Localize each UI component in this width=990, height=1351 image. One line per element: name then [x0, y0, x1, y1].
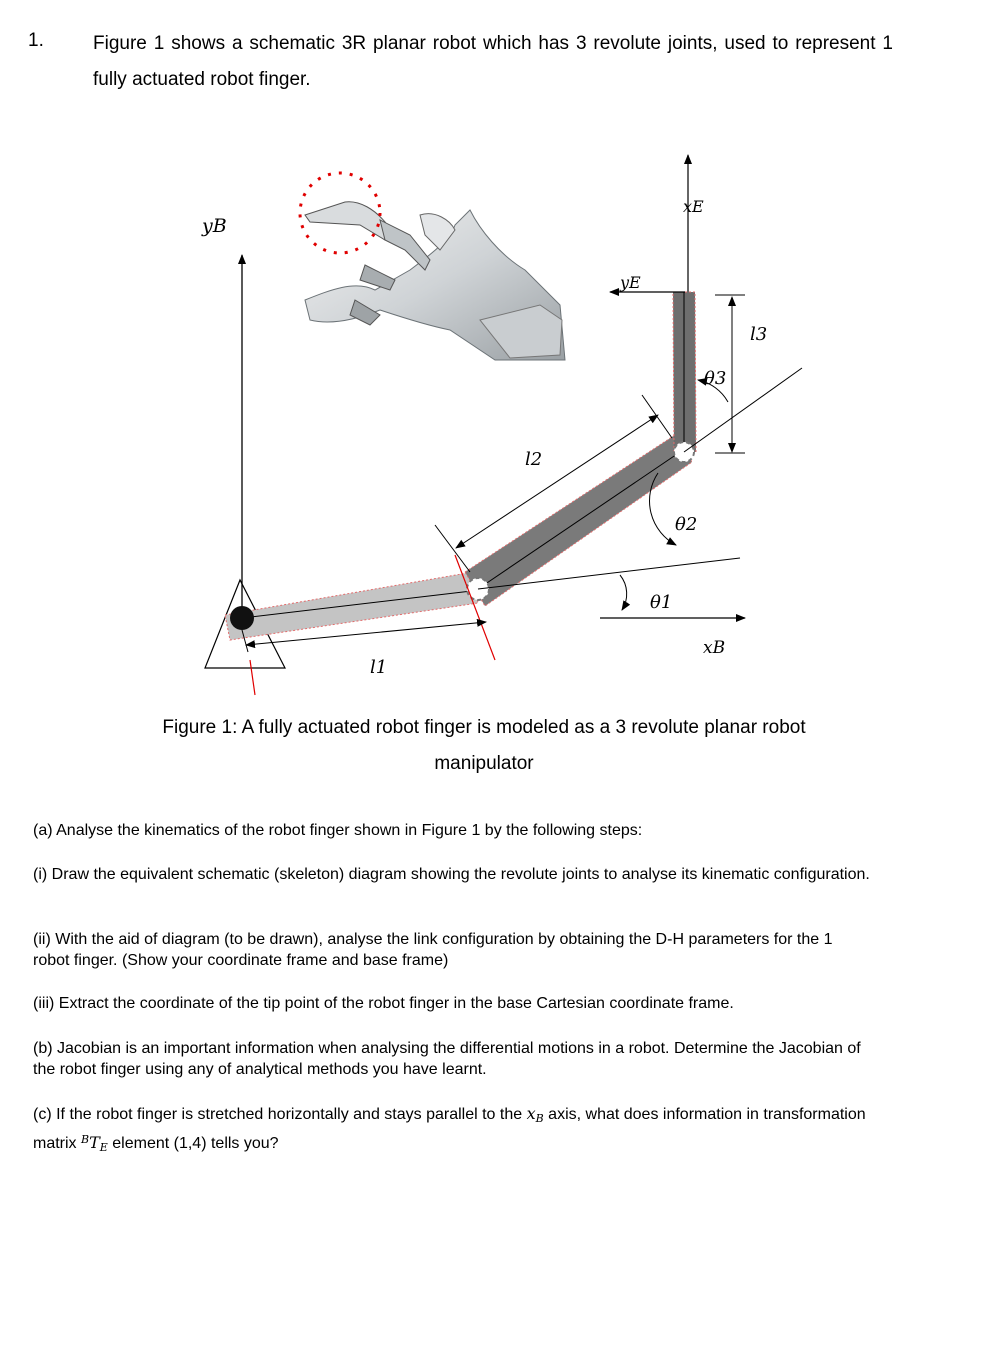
figure-1	[180, 140, 820, 700]
BTE-symbol: $^BT_E$	[81, 1133, 108, 1154]
robot-finger-diagram	[180, 140, 820, 700]
part-c-text-1: (c) If the robot finger is stretched horizontally and stays parallel to the	[33, 1106, 523, 1123]
label-l1: l1	[370, 657, 388, 678]
label-theta1: θ1	[650, 592, 673, 613]
theta1-arc	[620, 575, 627, 610]
label-yE: yE	[620, 273, 641, 292]
part-c-text-3: element (1,4) tells you?	[112, 1135, 279, 1152]
label-yB: yB	[202, 215, 227, 237]
part-a-i: (i) Draw the equivalent schematic (skeleton) diagram showing the revolute joints to analyse its kinematic configuration.	[33, 866, 870, 883]
part-a-iii: (iii) Extract the coordinate of the tip point of the robot finger in the base Cartesian coordinate frame.	[33, 995, 734, 1012]
part-c-text-2: axis, what does information in transformation matrix	[33, 1106, 866, 1152]
figure-caption: Figure 1: A fully actuated robot finger is modeled as a 3 revolute planar robot manipulator	[162, 717, 806, 774]
part-b: (b) Jacobian is an important information when analysing the differential motions in a robot. Determine the Jacobian of the robot finger using any of analytical methods you have learnt.	[33, 1040, 861, 1078]
question-intro: Figure 1 shows a schematic 3R planar robot which has 3 revolute joints, used to represent 1 fully actuated robot finger.	[93, 33, 893, 90]
label-l3: l3	[750, 324, 768, 345]
joint-1-red-axis	[250, 660, 255, 695]
robot-hand-image	[300, 173, 565, 360]
label-theta2: θ2	[675, 514, 698, 535]
part-a-ii: (ii) With the aid of diagram (to be drawn), analyse the link configuration by obtaining the D-H parameters for the 1 robot finger. (Show your coordinate frame and base frame)	[33, 931, 833, 969]
joint-1	[230, 606, 254, 630]
label-theta3: θ3	[704, 368, 727, 389]
xB-symbol: $x_B$	[526, 1104, 544, 1125]
label-l2: l2	[525, 449, 543, 470]
part-a: (a) Analyse the kinematics of the robot finger shown in Figure 1 by the following steps:	[33, 822, 643, 839]
question-number: 1.	[28, 30, 44, 51]
link-1	[225, 572, 478, 640]
label-xE: xE	[683, 197, 704, 216]
label-xB: xB	[703, 638, 726, 658]
part-c	[33, 1103, 873, 1158]
